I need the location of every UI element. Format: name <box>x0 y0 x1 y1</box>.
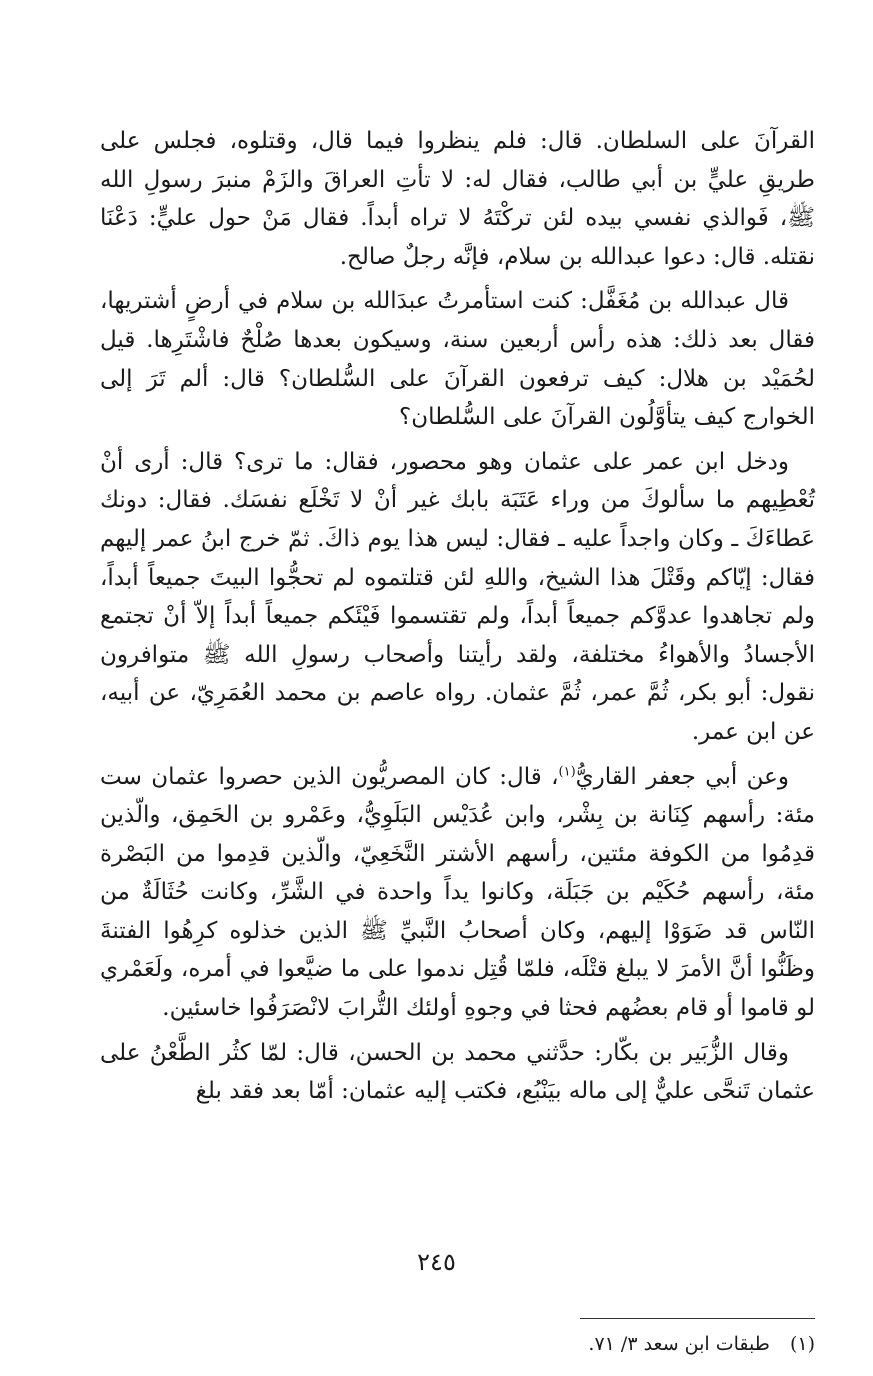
paragraph-2: قال عبدالله بن مُغَفَّل: كنت استأمرتُ عبدَالله بن سلام في أرضٍ أشتريها، فقال بعد ذلك: هذه رأس أربعين سنة، وسيكون بعدها صُلْحٌ فاشْتَرِها. قيل لحُمَيْد بن هلال: كيف ترفعون القرآنَ على السُّلطان؟ قال: ألم تَرَ إلى الخوارج كيف يتأوَّلُون القرآنَ على السُّلطان؟ <box>100 288 815 431</box>
footnote <box>115 1330 815 1358</box>
page-number: ٢٤٥ <box>417 1248 456 1276</box>
paragraph-1: القرآنَ على السلطان. قال: فلم ينظروا فيما قال، وقتلوه، فجلس على طريقِ عليٍّ بن أبي طالب، فقال له: لا تأتِ العراقَ والزَمْ منبرَ رسولِ الله ﷺ، فَوالذي نفسي بيده لئن تركْتَهُ لا تراه أبداً. فقال مَنْ حول عليٍّ: دَعْنَا نقتله. قال: دعوا عبدالله بن سلام، فإنَّه رجلٌ صالح. <box>100 128 815 270</box>
paragraph-4 <box>100 758 815 1028</box>
paragraph-4-lead: وعن أبي جعفر القاريُّ <box>575 763 789 790</box>
paragraph-4-rest: ، قال: كان المصريُّون الذين حصروا عثمان ست مئة: رأسهم كِنَانة بن بِشْر، وابن عُدَيْس البَلَوِيُّ، وعَمْرو بن الحَمِق، والّذين قدِمُوا من الكوفة مئتين، رأسهم الأشتر النَّخَعِيّ، والّذين قدِموا من البَصْرة مئة، رأسهم حُكَيْم بن جَبَلَة، وكانوا يداً واحدة في الشَّرِّ، وكانت حُثَالَةٌ من النّاس قد ضَوَوْا إليهم، وكان أصحابُ النَّبيِّ ﷺ الذين خذلوه كرِهُوا الفتنةَ وظَنُّوا أنَّ الأمرَ لا يبلغ قتْلَه، فلمّا قُتِل ندموا على ما ضيَّعوا في أمره، ولَعَمْري لو قاموا أو قام بعضُهم فحثا في وجوهِ أولئك التُّرابَ لانْصَرَفُوا خاسئين. <box>100 763 815 1022</box>
main-text <box>100 122 815 1111</box>
footnote-number: (١) <box>789 1333 815 1355</box>
footnote-reference[interactable]: (١) <box>558 763 576 779</box>
footnote-text: طبقات ابن سعد ٣/ ٧١. <box>588 1333 770 1355</box>
paragraph-3: ودخل ابن عمر على عثمان وهو محصور، فقال: ما ترى؟ قال: أرى أنْ تُعْطِيهم ما سألوكَ من وراء عَتَبَة بابك غير أنْ لا تَخْلَع نفسَك. فقال: دونك عَطاءَكَ ـ وكان واجداً عليه ـ فقال: ليس هذا يوم ذاكَ. ثمّ خرج ابنُ عمر إليهم فقال: إيّاكم وقَتْلَ هذا الشيخ، واللهِ لئن قتلتموه لم تحجُّوا البيتَ جميعاً أبداً، ولم تجاهدوا عدوَّكم جميعاً أبداً، ولم تقتسموا فَيْئَكم جميعاً أبداً إلاّ أنْ تجتمع الأجسادُ والأهواءُ مختلفة، ولقد رأيتنا وأصحاب رسولِ الله ﷺ متوافرون نقول: أبو بكر، ثُمَّ عمر، ثُمَّ عثمان. رواه عاصم بن محمد العُمَرِيّ، عن أبيه، عن ابن عمر. <box>100 448 815 745</box>
paragraph-5: وقال الزُّبَير بن بكّار: حدَّثني محمد بن الحسن، قال: لمّا كثُر الطَّعْنُ على عثمان تَنحَّى عليٌّ إلى ماله بيَنْبُع، فكتب إليه عثمان: أمّا بعد فقد بلغ <box>100 1039 815 1105</box>
footnote-divider <box>580 1318 815 1319</box>
